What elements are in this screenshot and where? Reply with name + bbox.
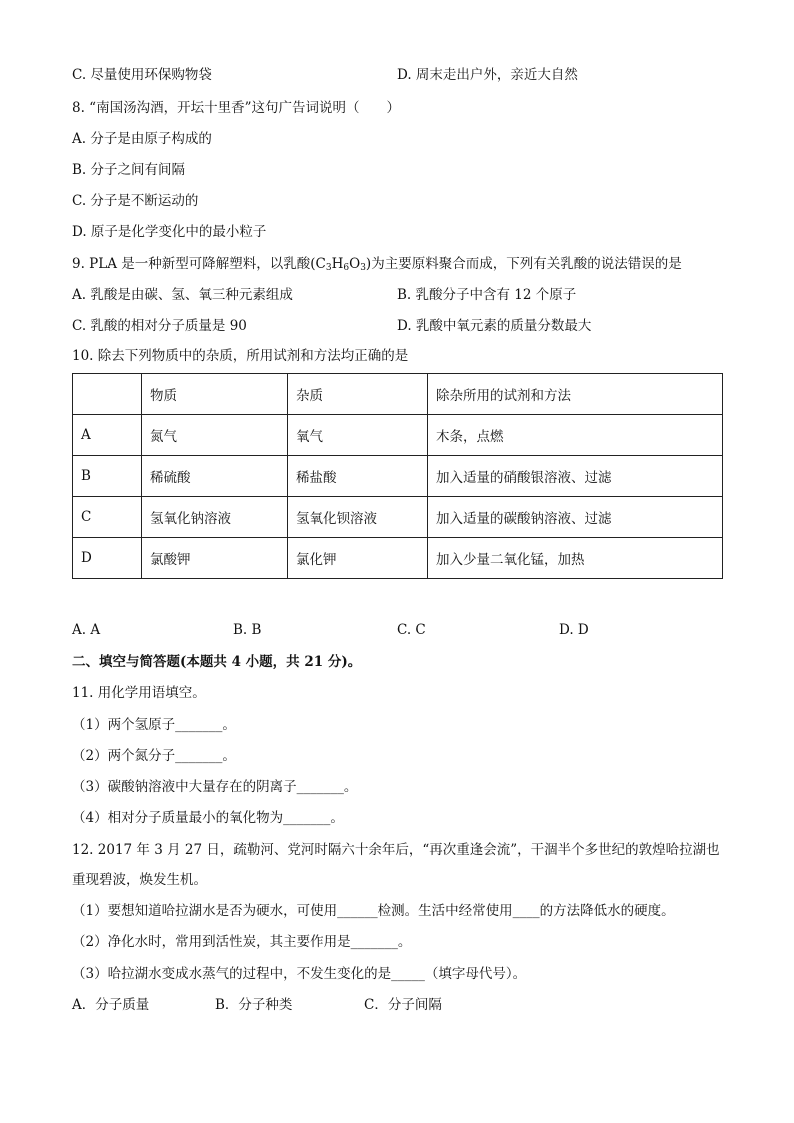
q8-stem: 8. “南国汤沟酒，开坛十里香”这句广告词说明（ ） (72, 100, 400, 116)
q9-option-c: C. 乳酸的相对分子质量是 90 (72, 318, 247, 334)
q7-option-d: D. 周末走出户外，亲近大自然 (397, 67, 578, 83)
table-cell: C (73, 497, 142, 538)
table-cell: D (73, 538, 142, 579)
q11-part-2: （2）两个氮分子_______。 (72, 748, 236, 764)
q11-part-4: （4）相对分子质量最小的氧化物为_______。 (72, 810, 344, 826)
table-header-cell (73, 374, 142, 415)
q12-stem-line-1: 12. 2017 年 3 月 27 日，疏勒河、党河时隔六十余年后，“再次重逢会流”，干涸半个多世纪的敦煌哈拉湖也 (72, 842, 720, 858)
q12-option-b: B．分子种类 (215, 997, 293, 1013)
q12-stem-line-2: 重现碧波，焕发生机。 (72, 872, 207, 888)
q10-option-c: C. C (397, 622, 426, 638)
q9-stem (72, 255, 682, 277)
q8-option-b: B. 分子之间有间隔 (72, 162, 186, 178)
q9-symbol-h: H (331, 256, 344, 272)
q11-stem: 11. 用化学用语填空。 (72, 685, 206, 701)
table-cell: 氮气 (142, 415, 288, 456)
table-cell: 氯酸钾 (142, 538, 288, 579)
q10-stem: 10. 除去下列物质中的杂质，所用试剂和方法均正确的是 (72, 348, 409, 364)
q10-option-a: A. A (72, 622, 101, 638)
table-cell: 氯化钾 (288, 538, 428, 579)
table-cell: 木条，点燃 (428, 415, 723, 456)
q10-option-d: D. D (559, 622, 589, 638)
table-cell: 加入适量的碳酸钠溶液、过滤 (428, 497, 723, 538)
table-cell: 氢氧化钡溶液 (288, 497, 428, 538)
table-cell: 氢氧化钠溶液 (142, 497, 288, 538)
q9-option-a: A. 乳酸是由碳、氢、氧三种元素组成 (72, 287, 293, 303)
q9-option-b: B. 乳酸分子中含有 12 个原子 (397, 287, 577, 303)
table-header-cell: 物质 (142, 374, 288, 415)
q8-option-a: A. 分子是由原子构成的 (72, 131, 212, 147)
q12-part-3: （3）哈拉湖水变成水蒸气的过程中，不发生变化的是_____（填字母代号）。 (72, 966, 527, 982)
table-cell: 加入少量二氧化锰，加热 (428, 538, 723, 579)
table-header-cell: 杂质 (288, 374, 428, 415)
q8-option-d: D. 原子是化学变化中的最小粒子 (72, 224, 267, 240)
q9-sub-hydrogen: 6 (343, 263, 350, 273)
q11-part-3: （3）碳酸钠溶液中大量存在的阴离子_______。 (72, 779, 358, 795)
table-row (73, 497, 723, 538)
table-cell: 稀硫酸 (142, 456, 288, 497)
q9-symbol-o: O (349, 256, 361, 272)
q10-table (72, 373, 723, 579)
section-title: 二、填空与简答题(本题共 4 小题，共 21 分)。 (72, 654, 362, 670)
table-cell: 加入适量的硝酸银溶液、过滤 (428, 456, 723, 497)
table-header-cell: 除杂所用的试剂和方法 (428, 374, 723, 415)
table-cell: 氧气 (288, 415, 428, 456)
q7-option-c: C. 尽量使用环保购物袋 (72, 67, 212, 83)
q8-option-c: C. 分子是不断运动的 (72, 193, 199, 209)
q9-stem-pre: 9. PLA 是一种新型可降解塑料，以乳酸(C (72, 256, 326, 272)
table-row (73, 415, 723, 456)
table-cell: 稀盐酸 (288, 456, 428, 497)
q12-option-a: A．分子质量 (72, 997, 150, 1013)
q12-part-1: （1）要想知道哈拉湖水是否为硬水，可使用______检测。生活中经常使用____的方法降低水的硬度。 (72, 903, 675, 919)
q10-option-b: B. B (233, 622, 262, 638)
q9-stem-post: )为主要原料聚合而成，下列有关乳酸的说法错误的是 (365, 256, 682, 272)
q9-sub-carbon: 3 (325, 263, 332, 273)
table-cell: B (73, 456, 142, 497)
q11-part-1: （1）两个氢原子_______。 (72, 717, 236, 733)
table-row (73, 456, 723, 497)
q12-option-c: C．分子间隔 (364, 997, 442, 1013)
q9-option-d: D. 乳酸中氧元素的质量分数最大 (397, 318, 592, 334)
q9-sub-oxygen: 3 (360, 263, 366, 273)
table-cell: A (73, 415, 142, 456)
q12-part-2: （2）净化水时，常用到活性炭，其主要作用是_______。 (72, 934, 412, 950)
table-header-row (73, 374, 723, 415)
table-row (73, 538, 723, 579)
